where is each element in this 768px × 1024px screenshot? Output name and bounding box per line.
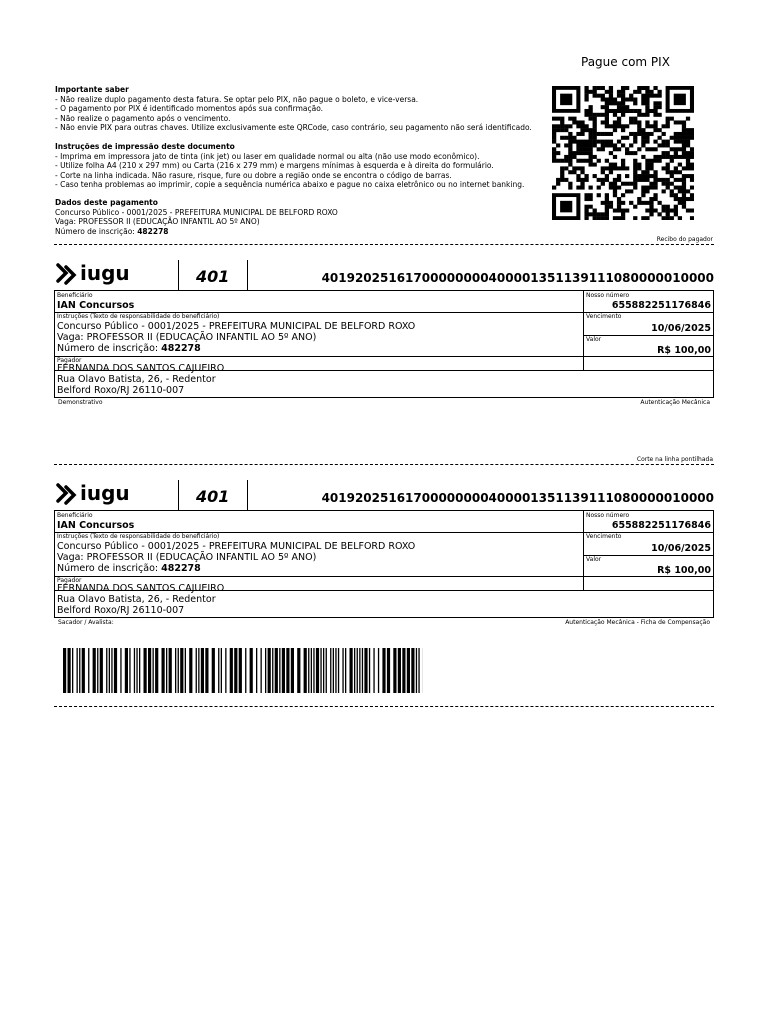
footer-right: Autenticação Mecânica [640,399,710,406]
value-amount: R$ 100,00 [657,565,711,576]
value-label: Valor [586,556,602,563]
instr-line1: Concurso Público - 0001/2025 - PREFEITURA MUNICIPAL DE BELFORD ROXO [57,541,416,552]
important-section [55,85,545,133]
instr-registration: Número de inscrição: 482278 [57,343,201,354]
payer-box [54,363,714,398]
our-number-label: Nosso número [586,512,630,519]
divider [178,260,179,290]
our-number: 655882251176846 [611,520,711,531]
footer-left: Sacador / Avalista: [58,619,114,626]
divider [583,335,713,336]
barcode-icon [63,648,423,693]
digitable-line: 40192025161700000000400001351139111080000010000 [321,491,714,505]
divider [178,480,179,510]
instr-line1: Concurso Público - 0001/2025 - PREFEITURA MUNICIPAL DE BELFORD ROXO [57,321,416,332]
boleto-bottom [54,477,714,627]
divider [247,260,248,290]
logo-text: iugu [80,261,130,285]
print-line: - Corte na linha indicada. Não rasure, risque, fure ou dobre a região onde se encontra o código de barras. [55,170,452,180]
boleto-top [54,257,714,407]
divider [583,555,713,556]
bank-code: 401 [196,267,230,286]
divider [583,291,584,370]
print-section [55,142,545,190]
due-date: 10/06/2025 [651,323,711,334]
beneficiary-name: IAN Concursos [57,300,135,311]
divider [583,511,584,590]
instr-line2: Vaga: PROFESSOR II (EDUCAÇÃO INFANTIL AO 5º ANO) [57,552,317,563]
payer-box [54,583,714,618]
cut-line [54,464,714,465]
important-line: - Não realize duplo pagamento desta fatura. Se optar pelo PIX, não pague o boleto, e vice-versa. [55,94,419,104]
print-line: - Caso tenha problemas ao imprimir, copie a sequência numérica abaixo e pague no caixa eletrônico ou no internet banking. [55,180,525,189]
beneficiary-label: Beneficiário [57,292,93,299]
due-date: 10/06/2025 [651,543,711,554]
instructions-label: Instruções (Texto de responsabilidade do beneficiário) [57,313,220,320]
digitable-line: 40192025161700000000400001351139111080000010000 [321,271,714,285]
due-label: Vencimento [586,533,622,540]
payer-city: Belford Roxo/RJ 26110-007 [57,605,185,616]
our-number: 655882251176846 [611,300,711,311]
print-line: - Utilize folha A4 (210 x 297 mm) ou Carta (216 x 279 mm) e margens mínimas à esquerda e à direita do formulário. [55,161,494,170]
divider [55,356,713,357]
footer-left: Demonstrativo [58,399,103,406]
payer-name: FERNANDA DOS SANTOS CAJUEIRO [57,583,225,594]
logo-text: iugu [80,481,130,505]
beneficiary-name: IAN Concursos [57,520,135,531]
boleto-table [54,510,714,591]
bank-code: 401 [196,487,230,506]
value-amount: R$ 100,00 [657,345,711,356]
payment-data-line1: Concurso Público - 0001/2025 - PREFEITURA MUNICIPAL DE BELFORD ROXO [55,207,338,217]
cut-label: Corte na linha pontilhada [636,456,713,463]
payment-data-line2: Vaga: PROFESSOR II (EDUCAÇÃO INFANTIL AO 5º ANO) [55,217,260,226]
cut-line [54,244,714,245]
receipt-label: Recibo do pagador [656,236,713,243]
payer-city: Belford Roxo/RJ 26110-007 [57,385,185,396]
print-line: - Imprima em impressora jato de tinta (ink jet) ou laser em qualidade normal ou alta (não use modo econômico). [55,151,480,161]
payer-name: FERNANDA DOS SANTOS CAJUEIRO [57,363,225,374]
important-line: - Não realize o pagamento após o vencimento. [55,113,231,123]
important-line: - Não envie PIX para outras chaves. Utilize exclusivamente este QRCode, caso contrário, seu pagamento não será identificado. [55,123,532,132]
divider [55,576,713,577]
boleto-table [54,290,714,371]
value-label: Valor [586,336,602,343]
beneficiary-label: Beneficiário [57,512,93,519]
pix-qrcode-icon [552,86,694,220]
due-label: Vencimento [586,313,622,320]
important-line: - O pagamento por PIX é identificado momentos após sua confirmação. [55,104,324,113]
cut-line [54,706,714,707]
payment-data-section [55,198,545,236]
footer-right: Autenticação Mecânica - Ficha de Compensação [565,619,710,626]
instructions-label: Instruções (Texto de responsabilidade do beneficiário) [57,533,220,540]
payer-address: Rua Olavo Batista, 26, - Redentor [57,374,216,385]
pix-title: Pague com PIX [581,55,670,69]
payment-data-registration: Número de inscrição: 482278 [55,226,169,236]
payer-label: Pagador [57,577,82,584]
instr-registration: Número de inscrição: 482278 [57,563,201,574]
divider [247,480,248,510]
print-heading: Instruções de impressão deste documento [55,142,235,151]
important-heading: Importante saber [55,85,129,94]
payment-data-heading: Dados deste pagamento [55,198,158,207]
our-number-label: Nosso número [586,292,630,299]
instr-line2: Vaga: PROFESSOR II (EDUCAÇÃO INFANTIL AO 5º ANO) [57,332,317,343]
payer-label: Pagador [57,357,82,364]
payer-address: Rua Olavo Batista, 26, - Redentor [57,594,216,605]
